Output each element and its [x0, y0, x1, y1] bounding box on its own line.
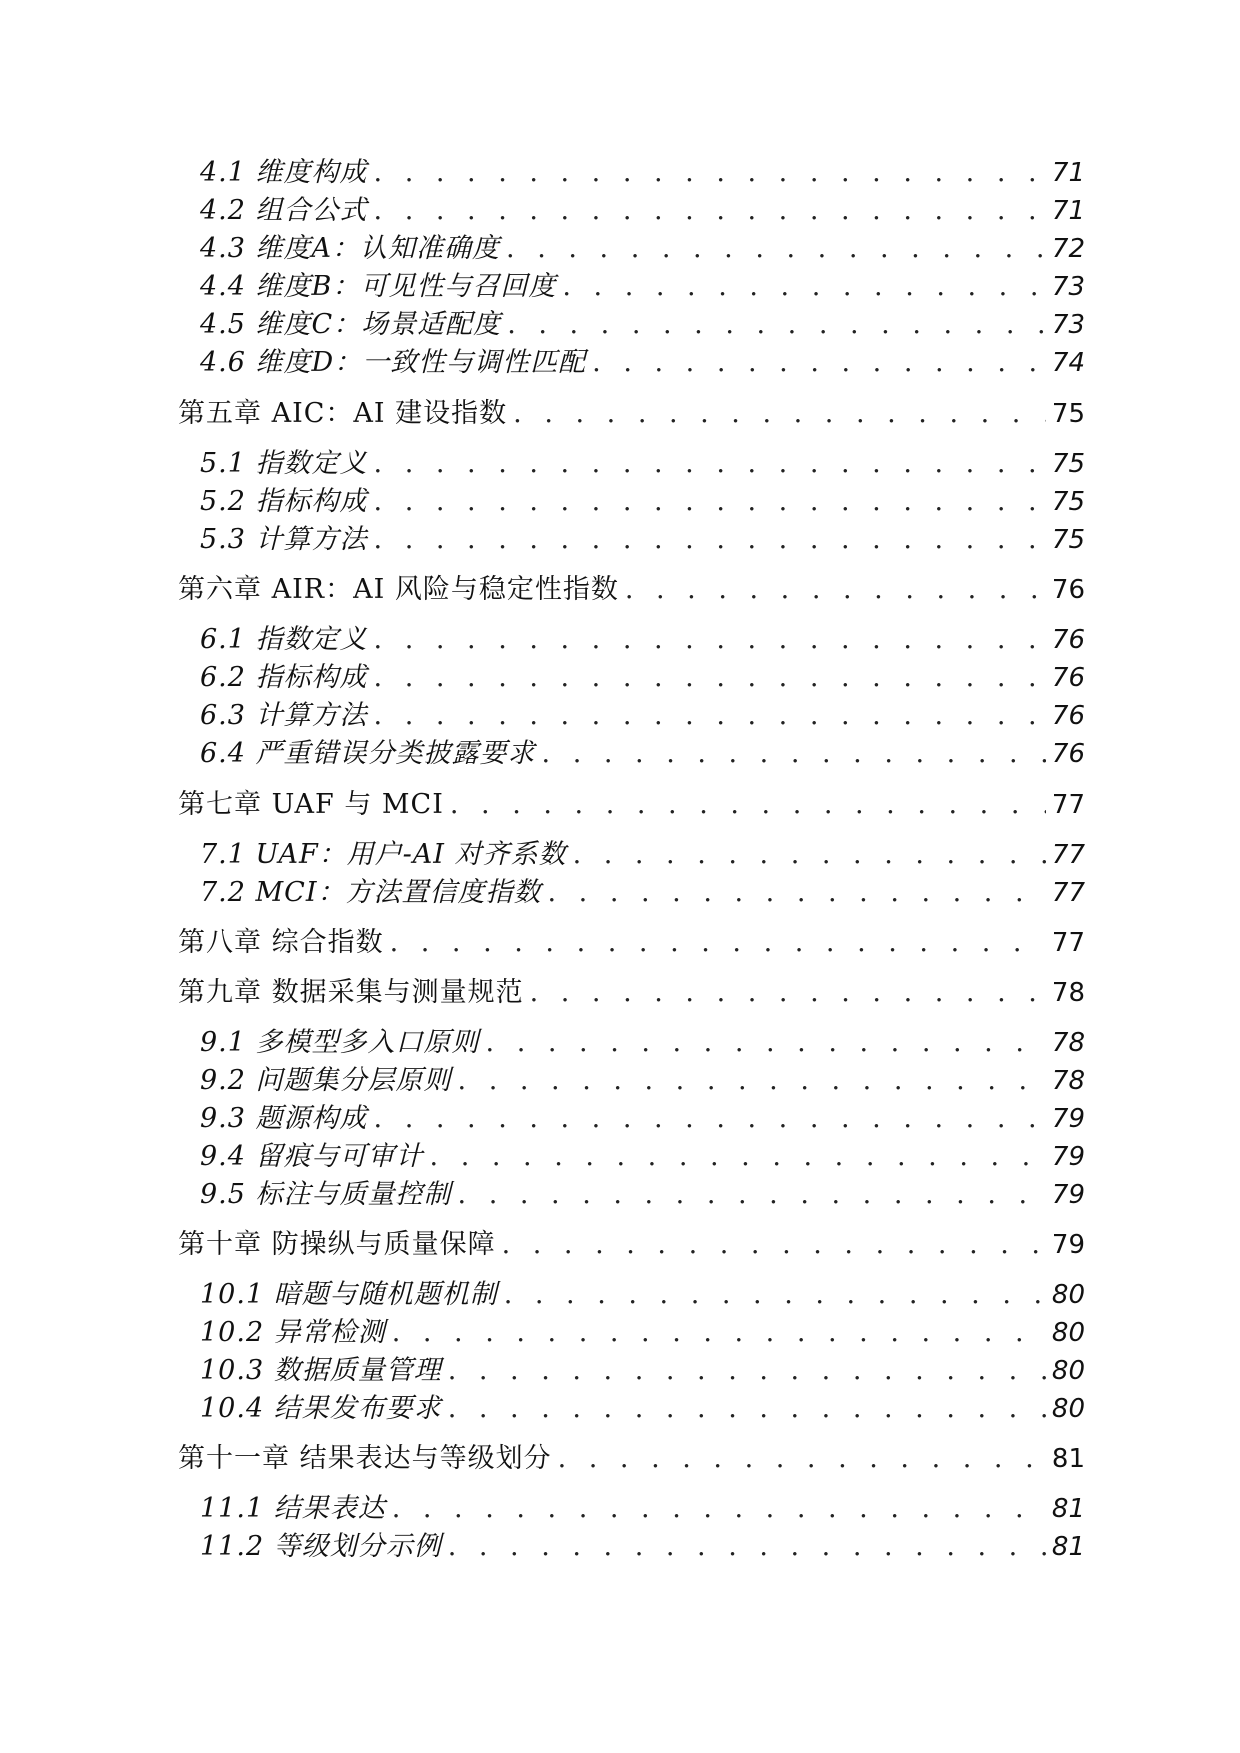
toc-chapter-10[interactable]	[178, 1222, 1085, 1261]
toc-entry-title: 5.3 计算方法	[200, 524, 368, 555]
toc-entry-10-2[interactable]	[200, 1310, 1085, 1349]
toc-leader-dots	[506, 233, 1046, 264]
toc-page-number: 77	[1051, 840, 1085, 870]
toc-entry-title: 11.1 结果表达	[200, 1493, 386, 1524]
toc-page-number: 76	[1051, 739, 1085, 769]
toc-leader-dots	[450, 789, 1046, 820]
toc-leader-dots	[392, 1493, 1046, 1524]
toc-leader-dots	[513, 398, 1046, 429]
toc-page-number: 79	[1051, 1104, 1085, 1134]
toc-chapter-5[interactable]	[178, 391, 1085, 430]
toc-page-number: 77	[1051, 790, 1085, 820]
toc-page-number: 76	[1051, 625, 1085, 655]
toc-entry-10-4[interactable]	[200, 1386, 1085, 1425]
toc-entry-10-3[interactable]	[200, 1348, 1085, 1387]
toc-page-number: 73	[1051, 310, 1085, 340]
toc-page-number: 75	[1051, 449, 1085, 479]
toc-page-number: 78	[1051, 1066, 1085, 1096]
toc-entry-6-3[interactable]	[200, 693, 1085, 732]
toc-page-number: 75	[1051, 487, 1085, 517]
toc-leader-dots	[374, 448, 1046, 479]
toc-leader-dots	[458, 1065, 1046, 1096]
toc-leader-dots	[562, 271, 1046, 302]
toc-entry-title: 10.2 异常检测	[200, 1317, 386, 1348]
toc-entry-9-3[interactable]	[200, 1096, 1085, 1135]
toc-entry-title: 6.3 计算方法	[200, 700, 368, 731]
toc-entry-title: 4.4 维度B：可见性与召回度	[200, 271, 557, 302]
toc-page-number: 78	[1051, 978, 1085, 1008]
toc-chapter-title: 第六章 AIR：AI 风险与稳定性指数	[178, 574, 619, 605]
toc-leader-dots	[502, 1229, 1046, 1260]
toc-entry-title: 10.1 暗题与随机题机制	[200, 1279, 498, 1310]
toc-page-number: 80	[1051, 1394, 1085, 1424]
toc-entry-4-2[interactable]	[200, 188, 1085, 227]
toc-entry-title: 6.1 指数定义	[200, 624, 368, 655]
toc-leader-dots	[548, 877, 1046, 908]
toc-page-number: 79	[1051, 1142, 1085, 1172]
toc-page-number: 72	[1051, 234, 1085, 264]
toc-page-number: 77	[1051, 878, 1085, 908]
toc-leader-dots	[374, 486, 1046, 517]
toc-entry-title: 9.3 题源构成	[200, 1103, 368, 1134]
toc-chapter-title: 第五章 AIC：AI 建设指数	[178, 398, 508, 429]
toc-leader-dots	[573, 839, 1046, 870]
toc-entry-9-4[interactable]	[200, 1134, 1085, 1173]
toc-chapter-7[interactable]	[178, 782, 1085, 821]
toc-entry-title: 9.2 问题集分层原则	[200, 1065, 452, 1096]
toc-entry-6-2[interactable]	[200, 655, 1085, 694]
toc-entry-title: 5.1 指数定义	[200, 448, 368, 479]
toc-page-number: 81	[1051, 1494, 1085, 1524]
toc-leader-dots	[448, 1393, 1046, 1424]
toc-leader-dots	[448, 1355, 1046, 1386]
toc-leader-dots	[458, 1179, 1046, 1210]
toc-entry-title: 4.2 组合公式	[200, 195, 368, 226]
toc-leader-dots	[430, 1141, 1046, 1172]
toc-page-number: 79	[1051, 1180, 1085, 1210]
toc-page-number: 75	[1051, 525, 1085, 555]
toc-chapter-title: 第七章 UAF 与 MCI	[178, 789, 444, 820]
toc-leader-dots	[625, 574, 1046, 605]
toc-entry-5-3[interactable]	[200, 517, 1085, 556]
toc-page-number: 80	[1051, 1356, 1085, 1386]
toc-page-number: 77	[1051, 928, 1085, 958]
toc-entry-4-3[interactable]	[200, 226, 1085, 265]
toc-entry-title: 4.3 维度A：认知准确度	[200, 233, 501, 264]
toc-leader-dots	[448, 1531, 1046, 1562]
toc-entry-title: 10.3 数据质量管理	[200, 1355, 442, 1386]
toc-page-number: 76	[1051, 575, 1085, 605]
toc-leader-dots	[374, 624, 1046, 655]
toc-page-number: 75	[1051, 399, 1085, 429]
toc-entry-title: 4.5 维度C：场景适配度	[200, 309, 502, 340]
toc-leader-dots	[530, 977, 1046, 1008]
toc-entry-6-1[interactable]	[200, 617, 1085, 656]
toc-leader-dots	[374, 157, 1046, 188]
toc-entry-9-5[interactable]	[200, 1172, 1085, 1211]
toc-entry-9-1[interactable]	[200, 1020, 1085, 1059]
toc-entry-title: 6.4 严重错误分类披露要求	[200, 738, 536, 769]
toc-entry-title: 9.5 标注与质量控制	[200, 1179, 452, 1210]
toc-leader-dots	[542, 738, 1046, 769]
toc-chapter-6[interactable]	[178, 567, 1085, 606]
toc-leader-dots	[504, 1279, 1046, 1310]
toc-chapter-11[interactable]	[178, 1436, 1085, 1475]
toc-entry-title: 10.4 结果发布要求	[200, 1393, 442, 1424]
toc-leader-dots	[392, 1317, 1046, 1348]
toc-entry-6-4[interactable]	[200, 731, 1085, 770]
toc-leader-dots	[374, 195, 1046, 226]
toc-entry-5-2[interactable]	[200, 479, 1085, 518]
toc-entry-10-1[interactable]	[200, 1272, 1085, 1311]
toc-entry-7-2[interactable]	[200, 870, 1085, 909]
toc-entry-title: 7.2 MCI：方法置信度指数	[200, 877, 542, 908]
toc-chapter-9[interactable]	[178, 970, 1085, 1009]
toc-page-number: 81	[1051, 1444, 1085, 1474]
toc-leader-dots	[507, 309, 1046, 340]
toc-chapter-title: 第十章 防操纵与质量保障	[178, 1229, 496, 1260]
toc-page-number: 81	[1051, 1532, 1085, 1562]
toc-leader-dots	[374, 700, 1046, 731]
toc-entry-4-1[interactable]	[200, 150, 1085, 189]
toc-leader-dots	[374, 524, 1046, 555]
toc-page-number: 78	[1051, 1028, 1085, 1058]
toc-entry-title: 9.1 多模型多入口原则	[200, 1027, 480, 1058]
toc-leader-dots	[390, 927, 1046, 958]
toc-page-number: 76	[1051, 663, 1085, 693]
toc-entry-title: 6.2 指标构成	[200, 662, 368, 693]
toc-page-number: 80	[1051, 1318, 1085, 1348]
toc-entry-title: 7.1 UAF：用户-AI 对齐系数	[200, 839, 567, 870]
toc-leader-dots	[374, 1103, 1046, 1134]
toc-entry-title: 4.1 维度构成	[200, 157, 368, 188]
toc-entry-title: 4.6 维度D：一致性与调性匹配	[200, 347, 587, 378]
toc-entry-4-6[interactable]	[200, 340, 1085, 379]
toc-chapter-title: 第十一章 结果表达与等级划分	[178, 1443, 552, 1474]
toc-page-number: 74	[1051, 348, 1085, 378]
toc-entry-11-1[interactable]	[200, 1486, 1085, 1525]
toc-page-number: 80	[1051, 1280, 1085, 1310]
toc-entry-4-5[interactable]	[200, 302, 1085, 341]
toc-entry-title: 5.2 指标构成	[200, 486, 368, 517]
toc-leader-dots	[486, 1027, 1046, 1058]
toc-entry-4-4[interactable]	[200, 264, 1085, 303]
toc-page-number: 79	[1051, 1230, 1085, 1260]
toc-leader-dots	[558, 1443, 1046, 1474]
toc-chapter-8[interactable]	[178, 920, 1085, 959]
toc-entry-7-1[interactable]	[200, 832, 1085, 871]
toc-page-number: 73	[1051, 272, 1085, 302]
toc-entry-title: 11.2 等级划分示例	[200, 1531, 442, 1562]
toc-leader-dots	[592, 347, 1046, 378]
toc-page-number: 76	[1051, 701, 1085, 731]
toc-page-number: 71	[1051, 196, 1085, 226]
toc-page-number: 71	[1051, 158, 1085, 188]
toc-chapter-title: 第九章 数据采集与测量规范	[178, 977, 524, 1008]
toc-chapter-title: 第八章 综合指数	[178, 927, 384, 958]
toc-entry-5-1[interactable]	[200, 441, 1085, 480]
toc-leader-dots	[374, 662, 1046, 693]
toc-entry-11-2[interactable]	[200, 1524, 1085, 1563]
toc-entry-title: 9.4 留痕与可审计	[200, 1141, 424, 1172]
toc-entry-9-2[interactable]	[200, 1058, 1085, 1097]
